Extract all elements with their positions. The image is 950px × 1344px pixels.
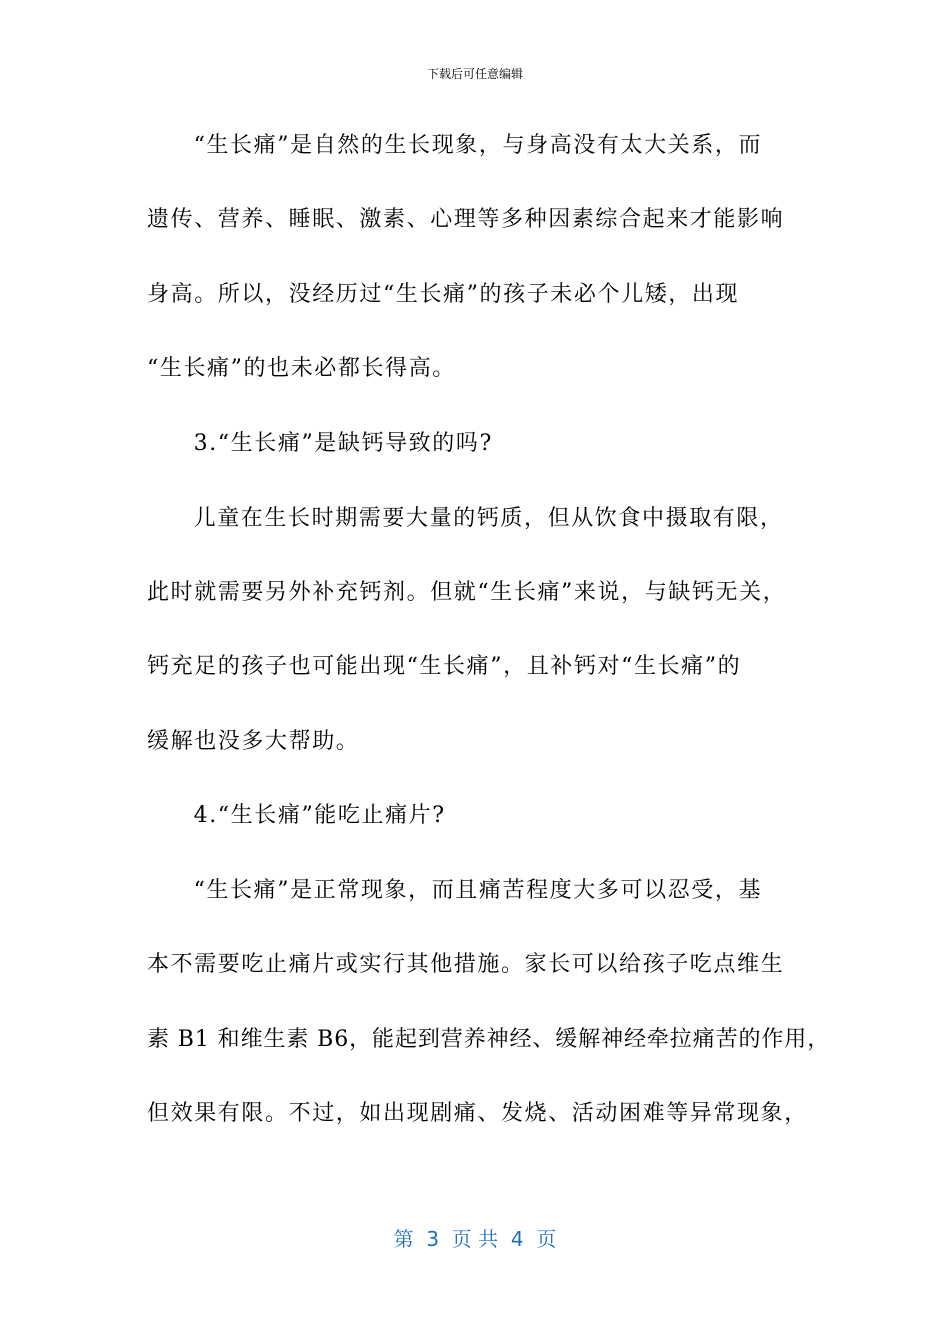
body-line: 遗传、营养、睡眠、激素、心理等多种因素综合起来才能影响: [147, 207, 785, 232]
body-line: 本不需要吃止痛片或实行其他措施。家长可以给孩子吃点维生: [147, 952, 785, 977]
body-line: 缓解也没多大帮助。: [147, 729, 360, 754]
body-line: 儿童在生长时期需要大量的钙质，但从饮食中摄取有限，: [170, 506, 784, 531]
body-line: 钙充足的孩子也可能出现“生长痛”，且补钙对“生长痛”的: [147, 654, 742, 679]
section-heading: 4.“生长痛”能吃止痛片?: [170, 803, 446, 828]
body-line: “生长痛”是正常现象，而且痛苦程度大多可以忍受，基: [170, 878, 763, 903]
body-line: 此时就需要另外补充钙剂。但就“生长痛”来说，与缺钙无关，: [147, 580, 787, 605]
body-line: 身高。所以，没经历过“生长痛”的孩子未必个儿矮，出现: [147, 282, 740, 307]
page-number-footer: 第 3 页 共 4 页: [393, 1227, 557, 1251]
body-line: “生长痛”的也未必都长得高。: [147, 356, 456, 381]
page-header: 下载后可任意编辑: [426, 67, 523, 81]
body-line: 但效果有限。不过，如出现剧痛、发烧、活动困难等异常现象，: [147, 1101, 808, 1126]
body-line: “生长痛”是自然的生长现象，与身高没有太大关系，而: [170, 133, 763, 158]
body-line: 素 B1 和维生素 B6，能起到营养神经、缓解神经牵拉痛苦的作用，: [147, 1027, 831, 1052]
section-heading: 3.“生长痛”是缺钙导致的吗?: [170, 431, 493, 456]
